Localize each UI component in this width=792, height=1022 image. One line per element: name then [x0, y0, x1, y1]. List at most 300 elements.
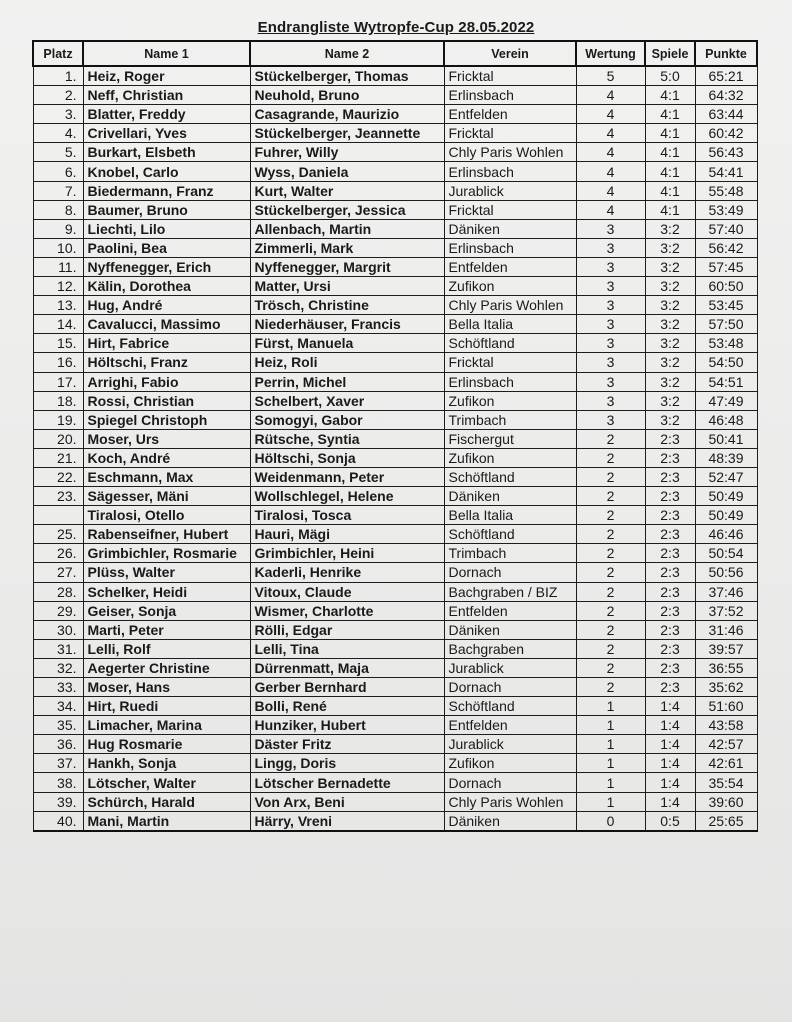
- cell-wertung: 1: [576, 697, 645, 716]
- table-row: [33, 429, 757, 448]
- cell-spiele: 0:5: [645, 811, 695, 831]
- cell-wertung: 0: [576, 811, 645, 831]
- cell-wertung: 3: [576, 296, 645, 315]
- cell-spiele: 3:2: [645, 296, 695, 315]
- cell-verein: Bella Italia: [444, 506, 576, 525]
- cell-verein: Trimbach: [444, 544, 576, 563]
- cell-name-1: Mani, Martin: [83, 811, 250, 831]
- cell-platz: 16.: [33, 353, 83, 372]
- cell-name-1: Neff, Christian: [83, 86, 250, 105]
- cell-punkte: 55:48: [695, 181, 757, 200]
- cell-wertung: 3: [576, 257, 645, 276]
- cell-punkte: 46:48: [695, 410, 757, 429]
- cell-name-2: Nyffenegger, Margrit: [250, 257, 444, 276]
- table-row: [33, 467, 757, 486]
- cell-verein: Chly Paris Wohlen: [444, 296, 576, 315]
- cell-wertung: 3: [576, 277, 645, 296]
- cell-name-2: Lingg, Doris: [250, 754, 444, 773]
- cell-name-1: Limacher, Marina: [83, 716, 250, 735]
- cell-spiele: 3:2: [645, 238, 695, 257]
- cell-name-2: Heiz, Roli: [250, 353, 444, 372]
- cell-name-1: Plüss, Walter: [83, 563, 250, 582]
- cell-wertung: 3: [576, 353, 645, 372]
- cell-verein: Zufikon: [444, 754, 576, 773]
- cell-platz: 31.: [33, 639, 83, 658]
- cell-name-1: Eschmann, Max: [83, 467, 250, 486]
- table-row: [33, 525, 757, 544]
- cell-verein: Fricktal: [444, 124, 576, 143]
- table-row: [33, 86, 757, 105]
- cell-verein: Fricktal: [444, 200, 576, 219]
- cell-wertung: 4: [576, 105, 645, 124]
- cell-punkte: 48:39: [695, 448, 757, 467]
- cell-platz: 8.: [33, 200, 83, 219]
- cell-platz: 9.: [33, 219, 83, 238]
- table-header-row: [33, 41, 757, 66]
- cell-verein: Erlinsbach: [444, 162, 576, 181]
- cell-name-2: Hauri, Mägi: [250, 525, 444, 544]
- cell-spiele: 1:4: [645, 773, 695, 792]
- cell-name-2: Perrin, Michel: [250, 372, 444, 391]
- cell-punkte: 56:43: [695, 143, 757, 162]
- cell-spiele: 3:2: [645, 410, 695, 429]
- cell-platz: 34.: [33, 697, 83, 716]
- cell-spiele: 4:1: [645, 162, 695, 181]
- header-spiele: Spiele: [645, 41, 695, 66]
- cell-spiele: 4:1: [645, 181, 695, 200]
- cell-platz: 27.: [33, 563, 83, 582]
- table-row: [33, 506, 757, 525]
- cell-verein: Jurablick: [444, 735, 576, 754]
- cell-spiele: 2:3: [645, 487, 695, 506]
- cell-verein: Bachgraben / BIZ: [444, 582, 576, 601]
- cell-name-1: Nyffenegger, Erich: [83, 257, 250, 276]
- cell-wertung: 2: [576, 448, 645, 467]
- cell-wertung: 2: [576, 544, 645, 563]
- cell-name-2: Höltschi, Sonja: [250, 448, 444, 467]
- cell-name-2: Rölli, Edgar: [250, 620, 444, 639]
- table-row: [33, 639, 757, 658]
- table-row: [33, 66, 757, 86]
- cell-name-2: Von Arx, Beni: [250, 792, 444, 811]
- cell-platz: 1.: [33, 66, 83, 86]
- cell-spiele: 4:1: [645, 124, 695, 143]
- cell-spiele: 2:3: [645, 563, 695, 582]
- cell-punkte: 43:58: [695, 716, 757, 735]
- cell-verein: Däniken: [444, 811, 576, 831]
- cell-name-1: Marti, Peter: [83, 620, 250, 639]
- table-row: [33, 811, 757, 831]
- cell-wertung: 3: [576, 238, 645, 257]
- cell-verein: Jurablick: [444, 658, 576, 677]
- cell-punkte: 64:32: [695, 86, 757, 105]
- cell-wertung: 1: [576, 735, 645, 754]
- cell-platz: 21.: [33, 448, 83, 467]
- cell-spiele: 3:2: [645, 277, 695, 296]
- table-row: [33, 678, 757, 697]
- cell-platz: 10.: [33, 238, 83, 257]
- cell-verein: Trimbach: [444, 410, 576, 429]
- cell-verein: Däniken: [444, 219, 576, 238]
- cell-spiele: 1:4: [645, 792, 695, 811]
- cell-verein: Dornach: [444, 773, 576, 792]
- cell-spiele: 2:3: [645, 582, 695, 601]
- cell-wertung: 1: [576, 716, 645, 735]
- cell-platz: 30.: [33, 620, 83, 639]
- cell-punkte: 37:52: [695, 601, 757, 620]
- table-row: [33, 257, 757, 276]
- cell-punkte: 46:46: [695, 525, 757, 544]
- cell-verein: Däniken: [444, 487, 576, 506]
- cell-spiele: 1:4: [645, 716, 695, 735]
- cell-name-2: Wyss, Daniela: [250, 162, 444, 181]
- cell-name-1: Moser, Urs: [83, 429, 250, 448]
- cell-wertung: 3: [576, 410, 645, 429]
- cell-spiele: 3:2: [645, 219, 695, 238]
- cell-name-1: Schelker, Heidi: [83, 582, 250, 601]
- cell-spiele: 4:1: [645, 105, 695, 124]
- cell-wertung: 3: [576, 334, 645, 353]
- cell-punkte: 37:46: [695, 582, 757, 601]
- cell-name-1: Lelli, Rolf: [83, 639, 250, 658]
- cell-platz: 12.: [33, 277, 83, 296]
- cell-name-1: Koch, André: [83, 448, 250, 467]
- cell-verein: Zufikon: [444, 448, 576, 467]
- cell-verein: Entfelden: [444, 601, 576, 620]
- cell-name-2: Grimbichler, Heini: [250, 544, 444, 563]
- cell-name-2: Härry, Vreni: [250, 811, 444, 831]
- cell-wertung: 2: [576, 487, 645, 506]
- table-body: [33, 66, 757, 831]
- cell-name-1: Burkart, Elsbeth: [83, 143, 250, 162]
- cell-platz: 28.: [33, 582, 83, 601]
- cell-spiele: 3:2: [645, 315, 695, 334]
- header-name-2: Name 2: [250, 41, 444, 66]
- cell-name-1: Moser, Hans: [83, 678, 250, 697]
- cell-verein: Chly Paris Wohlen: [444, 792, 576, 811]
- cell-name-1: Hirt, Ruedi: [83, 697, 250, 716]
- cell-spiele: 2:3: [645, 620, 695, 639]
- cell-name-1: Crivellari, Yves: [83, 124, 250, 143]
- cell-platz: 25.: [33, 525, 83, 544]
- cell-platz: 14.: [33, 315, 83, 334]
- cell-wertung: 1: [576, 792, 645, 811]
- table-row: [33, 601, 757, 620]
- cell-platz: 26.: [33, 544, 83, 563]
- cell-name-1: Arrighi, Fabio: [83, 372, 250, 391]
- cell-wertung: 2: [576, 658, 645, 677]
- table-row: [33, 124, 757, 143]
- cell-wertung: 3: [576, 219, 645, 238]
- cell-name-1: Liechti, Lilo: [83, 219, 250, 238]
- cell-name-2: Lelli, Tina: [250, 639, 444, 658]
- cell-name-2: Kurt, Walter: [250, 181, 444, 200]
- cell-verein: Jurablick: [444, 181, 576, 200]
- header-wertung: Wertung: [576, 41, 645, 66]
- cell-wertung: 1: [576, 773, 645, 792]
- cell-verein: Erlinsbach: [444, 372, 576, 391]
- cell-name-1: Hug, André: [83, 296, 250, 315]
- cell-verein: Zufikon: [444, 391, 576, 410]
- cell-verein: Erlinsbach: [444, 86, 576, 105]
- cell-spiele: 2:3: [645, 525, 695, 544]
- table-row: [33, 105, 757, 124]
- cell-verein: Dornach: [444, 678, 576, 697]
- cell-punkte: 53:45: [695, 296, 757, 315]
- cell-spiele: 2:3: [645, 544, 695, 563]
- cell-punkte: 42:57: [695, 735, 757, 754]
- cell-verein: Chly Paris Wohlen: [444, 143, 576, 162]
- cell-name-2: Tiralosi, Tosca: [250, 506, 444, 525]
- cell-platz: 7.: [33, 181, 83, 200]
- cell-spiele: 2:3: [645, 429, 695, 448]
- cell-name-2: Stückelberger, Jeannette: [250, 124, 444, 143]
- cell-verein: Schöftland: [444, 467, 576, 486]
- table-row: [33, 296, 757, 315]
- cell-punkte: 54:41: [695, 162, 757, 181]
- cell-spiele: 4:1: [645, 143, 695, 162]
- cell-spiele: 2:3: [645, 639, 695, 658]
- cell-name-1: Tiralosi, Otello: [83, 506, 250, 525]
- header-platz: Platz: [33, 41, 83, 66]
- cell-spiele: 3:2: [645, 257, 695, 276]
- document-title: Endrangliste Wytropfe-Cup 28.05.2022: [257, 19, 535, 36]
- cell-name-1: Sägesser, Mäni: [83, 487, 250, 506]
- cell-name-2: Schelbert, Xaver: [250, 391, 444, 410]
- cell-name-2: Däster Fritz: [250, 735, 444, 754]
- cell-name-2: Hunziker, Hubert: [250, 716, 444, 735]
- cell-wertung: 4: [576, 124, 645, 143]
- cell-platz: 19.: [33, 410, 83, 429]
- table-row: [33, 487, 757, 506]
- table-row: [33, 219, 757, 238]
- table-row: [33, 716, 757, 735]
- cell-punkte: 50:41: [695, 429, 757, 448]
- cell-name-1: Rossi, Christian: [83, 391, 250, 410]
- cell-name-1: Kälin, Dorothea: [83, 277, 250, 296]
- cell-platz: 6.: [33, 162, 83, 181]
- cell-punkte: 54:50: [695, 353, 757, 372]
- cell-wertung: 2: [576, 620, 645, 639]
- cell-wertung: 3: [576, 372, 645, 391]
- cell-spiele: 2:3: [645, 601, 695, 620]
- cell-platz: 36.: [33, 735, 83, 754]
- cell-punkte: 53:48: [695, 334, 757, 353]
- cell-name-2: Stückelberger, Thomas: [250, 66, 444, 86]
- cell-platz: 29.: [33, 601, 83, 620]
- table-row: [33, 544, 757, 563]
- table-row: [33, 448, 757, 467]
- cell-punkte: 57:45: [695, 257, 757, 276]
- cell-name-1: Schürch, Harald: [83, 792, 250, 811]
- cell-name-1: Hug Rosmarie: [83, 735, 250, 754]
- cell-spiele: 2:3: [645, 506, 695, 525]
- cell-platz: 38.: [33, 773, 83, 792]
- cell-punkte: 63:44: [695, 105, 757, 124]
- cell-verein: Fricktal: [444, 353, 576, 372]
- cell-spiele: 3:2: [645, 391, 695, 410]
- cell-wertung: 2: [576, 639, 645, 658]
- cell-name-2: Trösch, Christine: [250, 296, 444, 315]
- cell-name-1: Hankh, Sonja: [83, 754, 250, 773]
- table-row: [33, 563, 757, 582]
- cell-spiele: 2:3: [645, 678, 695, 697]
- cell-name-2: Gerber Bernhard: [250, 678, 444, 697]
- table-row: [33, 754, 757, 773]
- cell-wertung: 2: [576, 429, 645, 448]
- table-row: [33, 200, 757, 219]
- cell-spiele: 2:3: [645, 448, 695, 467]
- cell-name-2: Niederhäuser, Francis: [250, 315, 444, 334]
- table-row: [33, 792, 757, 811]
- cell-wertung: 5: [576, 66, 645, 86]
- cell-platz: 13.: [33, 296, 83, 315]
- cell-wertung: 2: [576, 678, 645, 697]
- cell-name-1: Cavalucci, Massimo: [83, 315, 250, 334]
- cell-punkte: 52:47: [695, 467, 757, 486]
- cell-punkte: 50:54: [695, 544, 757, 563]
- cell-name-2: Dürrenmatt, Maja: [250, 658, 444, 677]
- cell-wertung: 2: [576, 467, 645, 486]
- cell-punkte: 50:49: [695, 506, 757, 525]
- cell-spiele: 1:4: [645, 735, 695, 754]
- cell-punkte: 35:62: [695, 678, 757, 697]
- cell-name-2: Vitoux, Claude: [250, 582, 444, 601]
- cell-spiele: 2:3: [645, 467, 695, 486]
- cell-punkte: 31:46: [695, 620, 757, 639]
- table-row: [33, 372, 757, 391]
- cell-punkte: 60:42: [695, 124, 757, 143]
- cell-platz: 33.: [33, 678, 83, 697]
- cell-name-2: Allenbach, Martin: [250, 219, 444, 238]
- cell-name-2: Lötscher Bernadette: [250, 773, 444, 792]
- cell-name-2: Fuhrer, Willy: [250, 143, 444, 162]
- table-row: [33, 773, 757, 792]
- header-punkte: Punkte: [695, 41, 757, 66]
- cell-name-2: Neuhold, Bruno: [250, 86, 444, 105]
- cell-name-1: Blatter, Freddy: [83, 105, 250, 124]
- cell-punkte: 53:49: [695, 200, 757, 219]
- cell-wertung: 4: [576, 162, 645, 181]
- cell-verein: Fricktal: [444, 66, 576, 86]
- cell-punkte: 47:49: [695, 391, 757, 410]
- cell-verein: Schöftland: [444, 334, 576, 353]
- cell-punkte: 39:57: [695, 639, 757, 658]
- table-row: [33, 582, 757, 601]
- cell-platz: 22.: [33, 467, 83, 486]
- cell-name-2: Weidenmann, Peter: [250, 467, 444, 486]
- cell-platz: 17.: [33, 372, 83, 391]
- cell-platz: [33, 506, 83, 525]
- cell-verein: Erlinsbach: [444, 238, 576, 257]
- table-row: [33, 620, 757, 639]
- cell-name-1: Heiz, Roger: [83, 66, 250, 86]
- cell-wertung: 2: [576, 582, 645, 601]
- cell-wertung: 2: [576, 506, 645, 525]
- cell-punkte: 57:40: [695, 219, 757, 238]
- cell-punkte: 42:61: [695, 754, 757, 773]
- cell-spiele: 4:1: [645, 86, 695, 105]
- table-row: [33, 391, 757, 410]
- table-row: [33, 181, 757, 200]
- cell-punkte: 50:49: [695, 487, 757, 506]
- cell-verein: Fischergut: [444, 429, 576, 448]
- cell-platz: 2.: [33, 86, 83, 105]
- cell-name-1: Höltschi, Franz: [83, 353, 250, 372]
- cell-name-2: Bolli, René: [250, 697, 444, 716]
- table-row: [33, 658, 757, 677]
- cell-verein: Entfelden: [444, 105, 576, 124]
- cell-platz: 37.: [33, 754, 83, 773]
- table-row: [33, 238, 757, 257]
- cell-verein: Entfelden: [444, 716, 576, 735]
- cell-platz: 18.: [33, 391, 83, 410]
- cell-verein: Entfelden: [444, 257, 576, 276]
- cell-verein: Zufikon: [444, 277, 576, 296]
- cell-name-1: Knobel, Carlo: [83, 162, 250, 181]
- cell-name-2: Matter, Ursi: [250, 277, 444, 296]
- cell-punkte: 51:60: [695, 697, 757, 716]
- cell-platz: 11.: [33, 257, 83, 276]
- cell-punkte: 60:50: [695, 277, 757, 296]
- cell-verein: Bachgraben: [444, 639, 576, 658]
- cell-name-1: Lötscher, Walter: [83, 773, 250, 792]
- cell-name-2: Fürst, Manuela: [250, 334, 444, 353]
- header-verein: Verein: [444, 41, 576, 66]
- cell-name-2: Kaderli, Henrike: [250, 563, 444, 582]
- cell-spiele: 2:3: [645, 658, 695, 677]
- cell-platz: 23.: [33, 487, 83, 506]
- cell-verein: Däniken: [444, 620, 576, 639]
- table-row: [33, 735, 757, 754]
- cell-punkte: 25:65: [695, 811, 757, 831]
- cell-verein: Schöftland: [444, 697, 576, 716]
- cell-spiele: 3:2: [645, 353, 695, 372]
- cell-spiele: 1:4: [645, 754, 695, 773]
- cell-punkte: 36:55: [695, 658, 757, 677]
- cell-wertung: 4: [576, 86, 645, 105]
- cell-name-1: Hirt, Fabrice: [83, 334, 250, 353]
- cell-name-2: Stückelberger, Jessica: [250, 200, 444, 219]
- cell-verein: Dornach: [444, 563, 576, 582]
- ranking-table: [32, 40, 758, 832]
- cell-name-1: Spiegel Christoph: [83, 410, 250, 429]
- table-row: [33, 277, 757, 296]
- cell-name-1: Aegerter Christine: [83, 658, 250, 677]
- cell-name-2: Wismer, Charlotte: [250, 601, 444, 620]
- cell-punkte: 39:60: [695, 792, 757, 811]
- cell-wertung: 2: [576, 601, 645, 620]
- header-name-1: Name 1: [83, 41, 250, 66]
- cell-spiele: 4:1: [645, 200, 695, 219]
- cell-platz: 4.: [33, 124, 83, 143]
- table-row: [33, 315, 757, 334]
- cell-platz: 20.: [33, 429, 83, 448]
- table-row: [33, 143, 757, 162]
- cell-name-1: Paolini, Bea: [83, 238, 250, 257]
- table-row: [33, 697, 757, 716]
- cell-wertung: 3: [576, 315, 645, 334]
- cell-name-2: Wollschlegel, Helene: [250, 487, 444, 506]
- table-row: [33, 410, 757, 429]
- cell-punkte: 65:21: [695, 66, 757, 86]
- cell-name-2: Casagrande, Maurizio: [250, 105, 444, 124]
- cell-wertung: 4: [576, 181, 645, 200]
- cell-punkte: 50:56: [695, 563, 757, 582]
- cell-punkte: 57:50: [695, 315, 757, 334]
- cell-spiele: 3:2: [645, 334, 695, 353]
- cell-wertung: 3: [576, 391, 645, 410]
